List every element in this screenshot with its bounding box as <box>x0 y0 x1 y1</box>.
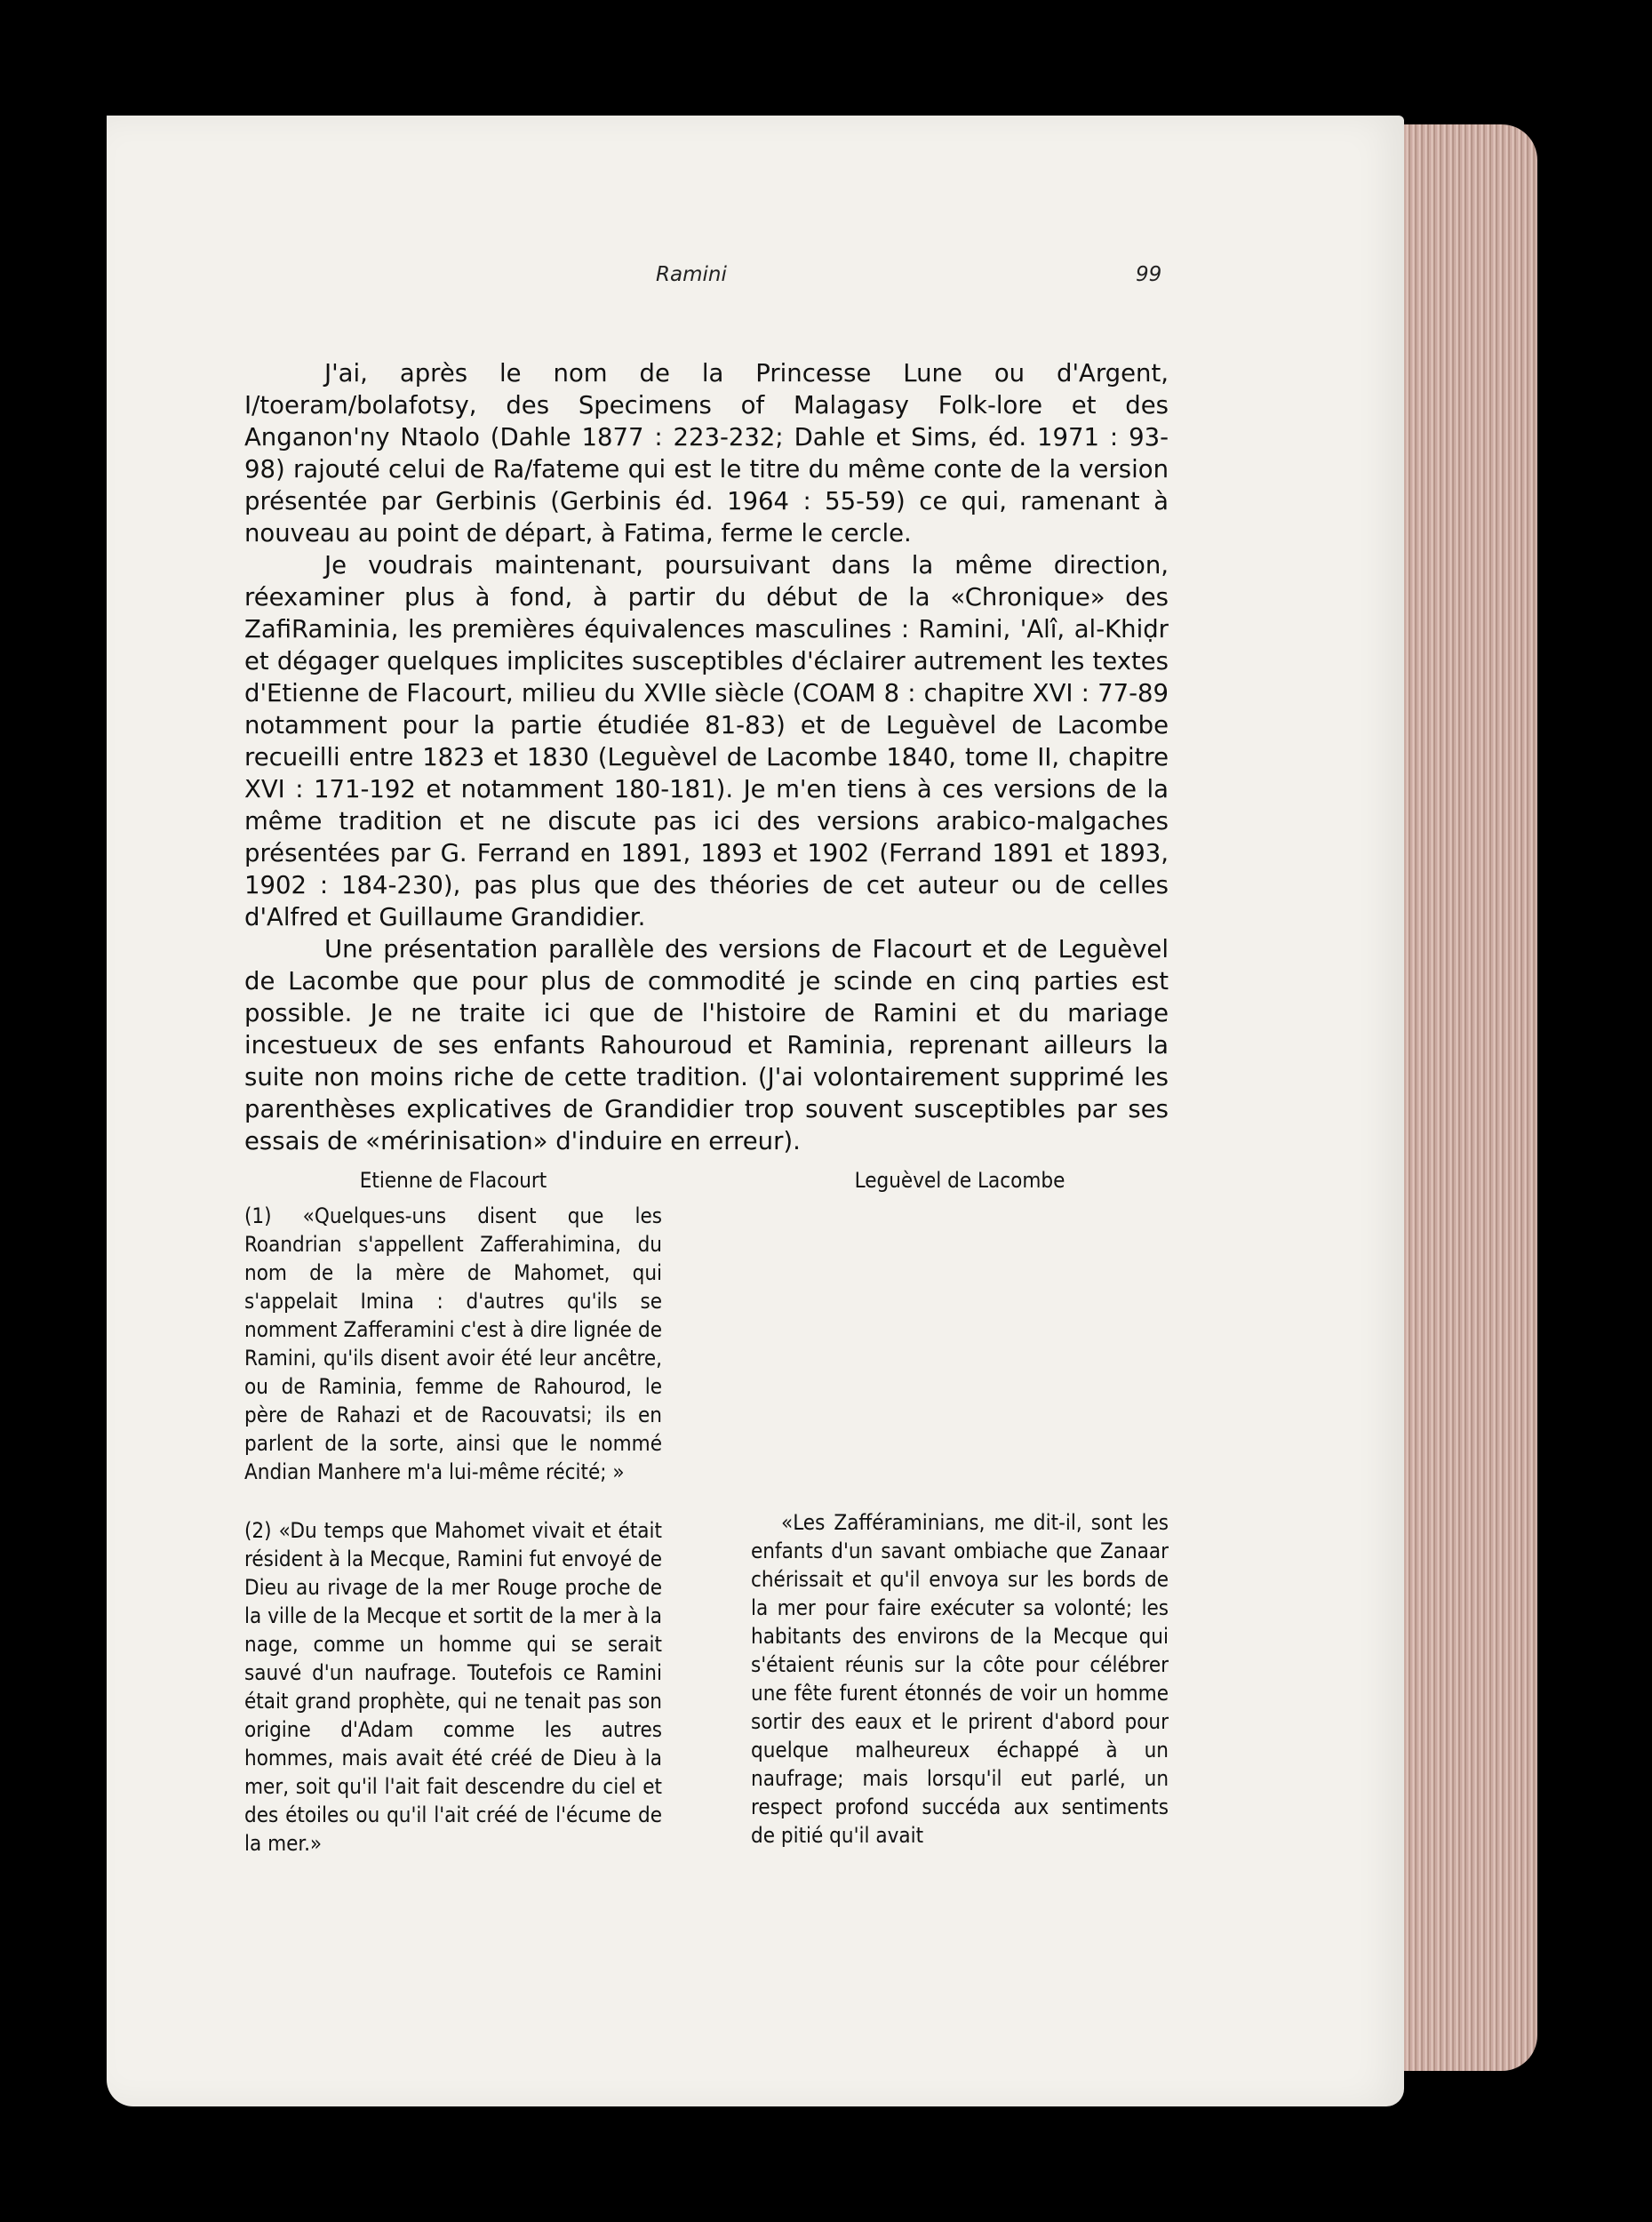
lacombe-column <box>751 1166 1169 1850</box>
passage: (2) «Du temps que Mahomet vivait et était résident à la Mecque, Ramini fut envoyé de Dieu au rivage de la mer Rouge proche de la ville de la Mecque et sortit de la mer à la nage, comme un homme qui se serait sauvé d'un naufrage. Toutefois ce Ramini était grand prophète, qui ne tenait pas son origine d'Adam comme les autres hommes, mais avait été créé de Dieu à la mer, soit qu'il l'ait fait descendre du ciel et des étoiles ou qu'il l'ait créé de l'écume de la mer.» <box>244 1518 663 1856</box>
paragraph: Une présentation parallèle des versions de Flacourt et de Leguèvel de Lacombe que pour plus de commodité je scinde en cinq parties est possible. Je ne traite ici que de l'histoire de Ramini et du mariage incestueux de ses enfants Rahouroud et Raminia, reprenant ailleurs la suite non moins riche de cette tradition. (J'ai volontairement supprimé les parenthèses explicatives de Grandidier trop souvent susceptibles par ses essais de «mérinisation» d'induire en erreur). <box>244 935 1169 1155</box>
column-heading: Leguèvel de Lacombe <box>854 1168 1065 1193</box>
book-page <box>107 116 1404 2106</box>
open-book <box>107 116 1537 2106</box>
paragraph: Je voudrais maintenant, poursuivant dans la même direction, réexaminer plus à fond, à partir du début de la «Chronique» des ZafiRaminia, les premières équivalences masculines : Ramini, 'Alî, al-Khiḍr et dégager quelques implicites susceptibles d'éclairer autrement les textes d'Etienne de Flacourt, milieu du XVIIe siècle (COAM 8 : chapitre XVI : 77-89 notamment pour la partie étudiée 81-83) et de Leguèvel de Lacombe recueilli entre 1823 et 1830 (Leguèvel de Lacombe 1840, tome II, chapitre XVI : 171-192 et notamment 180-181). Je m'en tiens à ces versions de la même tradition et ne discute pas ici des versions arabico-malgaches présentées par G. Ferrand en 1891, 1893 et 1902 (Ferrand 1891 et 1893, 1902 : 184-230), pas plus que des théories de cet auteur ou de celles d'Alfred et Guillaume Grandidier. <box>244 551 1169 931</box>
flacourt-column <box>244 1166 662 1858</box>
paragraph: J'ai, après le nom de la Princesse Lune ou d'Argent, I/toeram/bolafotsy, des Specimens of Malagasy Folk-lore et des Anganon'ny Ntaolo (Dahle 1877 : 223-232; Dahle et Sims, éd. 1971 : 93-98) rajouté celui de Ra/fateme qui est le titre du même conte de la version présentée par Gerbinis (Gerbinis éd. 1964 : 55-59) ce qui, ramenant à nouveau au point de départ, à Fatima, ferme le cercle. <box>244 359 1169 548</box>
page-edges <box>1386 124 1537 2071</box>
page-number: 99 <box>1136 263 1162 286</box>
passage: «Les Zafféraminians, me dit-il, sont les enfants d'un savant ombiache que Zanaar chérissait et qu'il envoya sur les bords de la mer pour faire exécuter sa volonté; les habitants des environs de la Mecque qui s'étaient réunis sur la côte pour célébrer une fête furent étonnés de voir un homme sortir des eaux et le prirent d'abord pour quelque malheureux échappé à un naufrage; mais lorsqu'il eut parlé, un respect profond succéda aux sentiments de pitié qu'il avait <box>751 1510 1169 1848</box>
main-text <box>244 357 1169 1157</box>
passage: (1) «Quelques-uns disent que les Roandrian s'appellent Zafferahimina, du nom de la mère de Mahomet, qui s'appelait Imina : d'autres qu'ils se nomment Zafferamini c'est à dire lignée de Ramini, qu'ils disent avoir été leur ancêtre, ou de Raminia, femme de Rahourod, le père de Rahazi et de Racouvatsi; ils en parlent de la sorte, ainsi que le nommé Andian Manhere m'a lui-même récité; » <box>244 1203 662 1484</box>
column-heading: Etienne de Flacourt <box>359 1168 547 1193</box>
running-title: Ramini <box>656 263 727 286</box>
